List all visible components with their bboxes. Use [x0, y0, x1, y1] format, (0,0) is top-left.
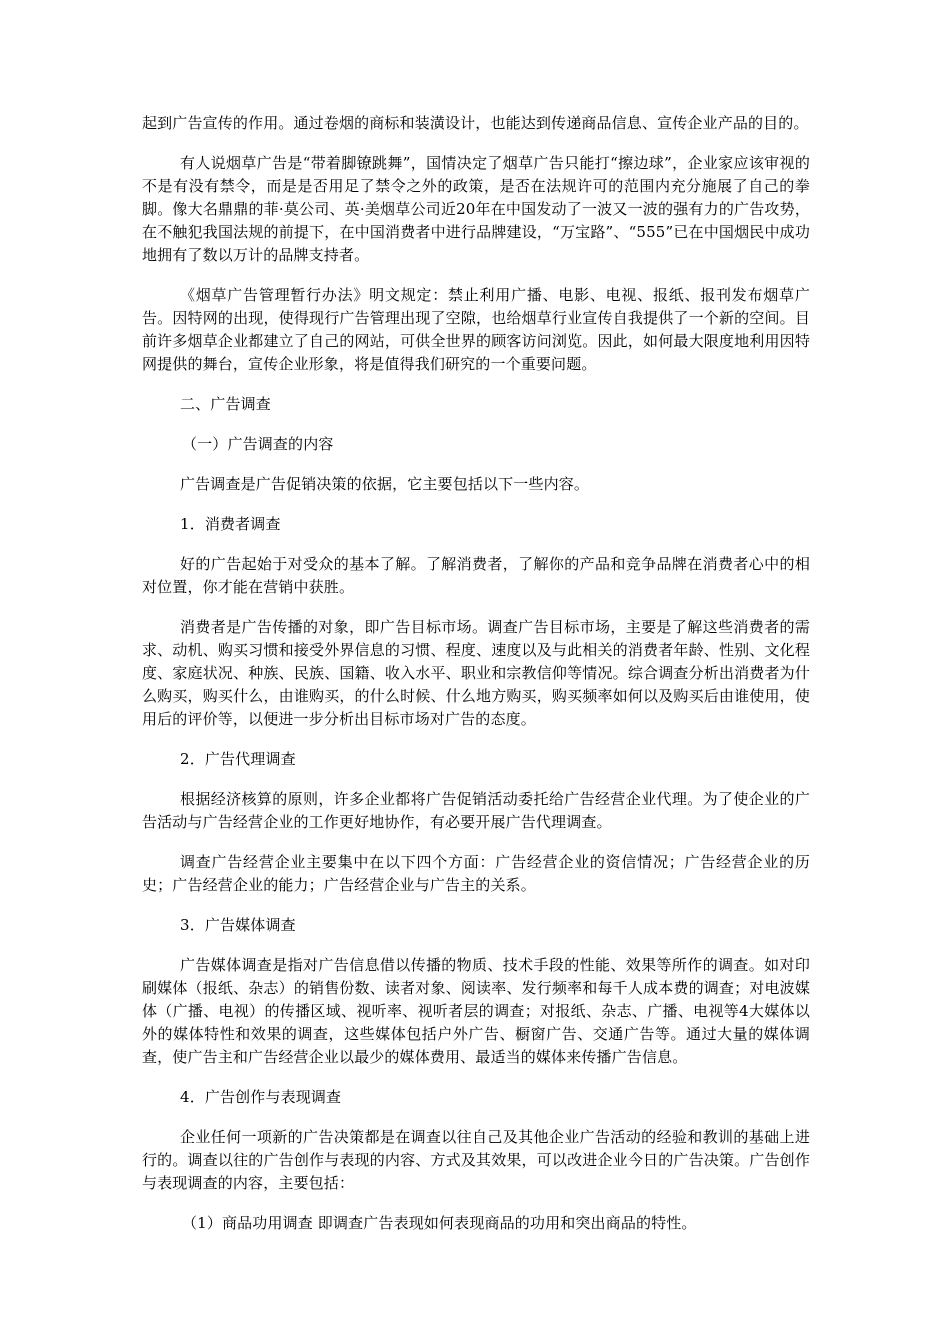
- subsection-heading-survey-content: （一）广告调查的内容: [182, 435, 334, 453]
- section-heading-ad-survey: 二、广告调查: [180, 395, 271, 413]
- paragraph-regulation: 《烟草广告管理暂行办法》明文规定：禁止利用广播、电影、电视、报纸、报刊发布烟草广告。因特网的出现，使得现行广告管理出现了空隙，也给烟草行业宣传自我提供了一个新的空间。目前许多烟草企业都建立了自己的网站，可供全世界的顾客访问浏览。因此，如何最大限度地利用因特网提供的舞台，宣传企业形象，将是值得我们研究的一个重要问题。: [142, 286, 810, 373]
- paragraph-survey-basis: 广告调查是广告促销决策的依据，它主要包括以下一些内容。: [180, 475, 590, 493]
- paragraph-media-survey: 广告媒体调查是指对广告信息借以传播的物质、技术手段的性能、效果等所作的调查。如对印刷媒体（报纸、杂志）的销售份数、读者对象、阅读率、发行频率和每千人成本费的调查；对电波媒体（广播、电视）的传播区域、视听率、视听者层的调查；对报纸、杂志、广播、电视等4大媒体以外的媒体特性和效果的调查，这些媒体包括户外广告、橱窗广告、交通广告等。通过大量的媒体调查，使广告主和广告经营企业以最少的媒体费用、最适当的媒体来传播广告信息。: [142, 956, 810, 1066]
- item-heading-consumer: 1．消费者调查: [180, 515, 281, 533]
- item-heading-creative: 4．广告创作与表现调查: [180, 1088, 342, 1106]
- document-body: [142, 112, 810, 1252]
- point-heading-product-function: （1）商品功用调查 即调查广告表现如何表现商品的功用和突出商品的特性。: [182, 1214, 697, 1232]
- item-heading-media: 3．广告媒体调查: [180, 916, 296, 934]
- paragraph-consumer-target: 消费者是广告传播的对象，即广告目标市场。调查广告目标市场，主要是了解这些消费者的需求、动机、购买习惯和接受外界信息的习惯、程度、速度以及与此相关的消费者年龄、性别、文化程度、家庭状况、种族、民族、国籍、收入水平、职业和宗教信仰等情况。综合调查分析出消费者为什么购买，购买什么，由谁购买，的什么时候、什么地方购买，购买频率如何以及购买后由谁使用，使用后的评价等，以便进一步分析出目标市场对广告的态度。: [142, 618, 810, 728]
- paragraph-consumer-understanding: 好的广告起始于对受众的基本了解。了解消费者，了解你的产品和竞争品牌在消费者心中的相对位置，你才能在营销中获胜。: [142, 555, 810, 596]
- paragraph-agency-aspects: 调查广告经营企业主要集中在以下四个方面：广告经营企业的资信情况；广告经营企业的历史；广告经营企业的能力；广告经营企业与广告主的关系。: [142, 853, 810, 894]
- paragraph-agency-principle: 根据经济核算的原则，许多企业都将广告促销活动委托给广告经营企业代理。为了使企业的广告活动与广告经营企业的工作更好地协作，有必要开展广告代理调查。: [142, 790, 810, 831]
- paragraph-creative-survey: 企业任何一项新的广告决策都是在调查以往自己及其他企业广告活动的经验和教训的基础上进行的。调查以往的广告创作与表现的内容、方式及其效果，可以改进企业今日的广告决策。广告创作与表现调查的内容，主要包括：: [142, 1128, 810, 1192]
- item-heading-agency: 2．广告代理调查: [180, 750, 296, 768]
- paragraph-tobacco-ads: 有人说烟草广告是“带着脚镣跳舞”，国情决定了烟草广告只能打“擦边球”，企业家应该审视的不是有没有禁令，而是是否用足了禁令之外的政策，是否在法规许可的范围内充分施展了自己的拳脚。像大名鼎鼎的菲·莫公司、英·美烟草公司近20年在中国发动了一波又一波的强有力的广告攻势，在不触犯我国法规的前提下，在中国消费者中进行品牌建设，“万宝路”、“555”已在中国烟民中成功地拥有了数以万计的品牌支持者。: [142, 154, 810, 264]
- paragraph-intro: 起到广告宣传的作用。通过卷烟的商标和装潢设计，也能达到传递商品信息、宣传企业产品的目的。: [142, 114, 809, 132]
